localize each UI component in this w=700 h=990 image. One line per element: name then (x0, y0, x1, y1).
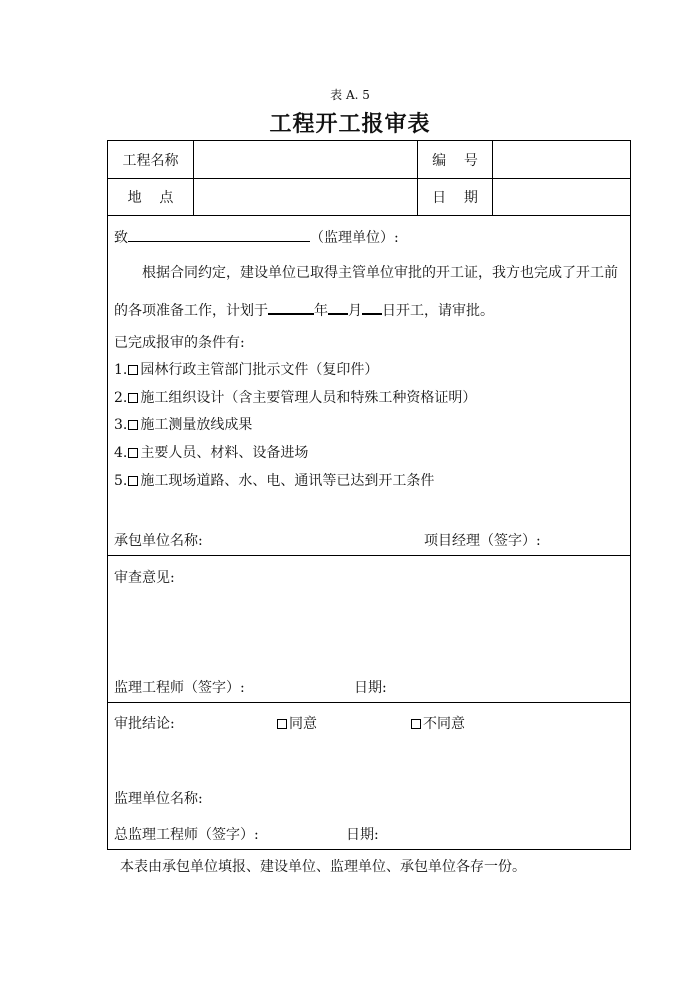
condition-text: 施工组织设计（含主要管理人员和特殊工种资格证明） (140, 390, 477, 406)
to-suffix: （监理单位）: (310, 230, 399, 246)
section-divider (108, 555, 630, 556)
report-form (107, 140, 631, 850)
disagree-label: 不同意 (423, 716, 465, 732)
supervision-unit-blank[interactable] (128, 227, 310, 242)
project-manager-signature-label: 项目经理（签字）: (424, 533, 541, 549)
checkbox[interactable] (128, 476, 138, 486)
disagree-option[interactable] (410, 713, 465, 733)
recipient-line (114, 227, 399, 247)
review-date-label: 日期: (354, 680, 387, 696)
disagree-checkbox[interactable] (411, 719, 421, 729)
condition-item (114, 470, 434, 490)
start-day-blank[interactable] (362, 299, 382, 315)
condition-item (114, 414, 252, 434)
supervising-engineer-signature-label: 监理工程师（签字）: (114, 680, 245, 696)
condition-item (114, 442, 308, 462)
section-divider (108, 702, 630, 703)
approval-conclusion-label: 审批结论: (114, 716, 175, 732)
month-label: 月 (348, 303, 362, 319)
checkbox[interactable] (128, 393, 138, 403)
footer-note: 本表由承包单位填报、建设单位、监理单位、承包单位各存一份。 (120, 859, 526, 875)
condition-number: 3. (114, 417, 128, 433)
number-field[interactable] (493, 141, 631, 178)
project-name-label: 工程名称 (122, 152, 179, 169)
application-body-line-2 (114, 299, 494, 320)
condition-item (114, 387, 476, 407)
condition-number: 1. (114, 362, 128, 378)
agree-label: 同意 (289, 716, 317, 732)
condition-text: 施工测量放线成果 (140, 417, 253, 433)
condition-text: 主要人员、材料、设备进场 (140, 445, 309, 461)
row-divider (108, 215, 630, 216)
condition-number: 5. (114, 473, 128, 489)
checkbox[interactable] (128, 448, 138, 458)
start-year-blank[interactable] (268, 299, 314, 315)
agree-checkbox[interactable] (277, 719, 287, 729)
page-title: 工程开工报审表 (269, 111, 431, 137)
date-label: 日 期 (432, 190, 478, 206)
location-field[interactable] (194, 179, 417, 215)
to-prefix: 致 (114, 230, 128, 246)
supervision-unit-name-label: 监理单位名称: (114, 791, 203, 807)
date-field[interactable] (493, 179, 631, 215)
condition-number: 4. (114, 445, 128, 461)
location-label: 地 点 (127, 190, 174, 206)
number-label: 编 号 (432, 152, 478, 169)
table-number: 表 A. 5 (330, 88, 370, 102)
review-opinion-label: 审查意见: (114, 570, 175, 586)
year-label: 年 (314, 303, 328, 319)
approval-date-label: 日期: (346, 827, 379, 843)
start-month-blank[interactable] (328, 299, 348, 315)
condition-number: 2. (114, 390, 128, 406)
condition-text: 园林行政主管部门批示文件（复印件） (140, 362, 379, 378)
day-suffix: 日开工，请审批。 (382, 303, 494, 319)
checkbox[interactable] (128, 420, 138, 430)
project-name-field[interactable] (194, 141, 417, 178)
chief-engineer-signature-label: 总监理工程师（签字）: (114, 827, 259, 843)
agree-option[interactable] (276, 713, 317, 733)
condition-item (114, 359, 378, 379)
conditions-heading: 已完成报审的条件有: (114, 335, 245, 351)
contractor-name-label: 承包单位名称: (114, 533, 203, 549)
body-line2-text: 的各项准备工作，计划于 (114, 303, 268, 319)
condition-text: 施工现场道路、水、电、通讯等已达到开工条件 (140, 473, 435, 489)
application-body-line-1: 根据合同约定，建设单位已取得主管单位审批的开工证，我方也完成了开工前 (142, 265, 618, 281)
checkbox[interactable] (128, 365, 138, 375)
